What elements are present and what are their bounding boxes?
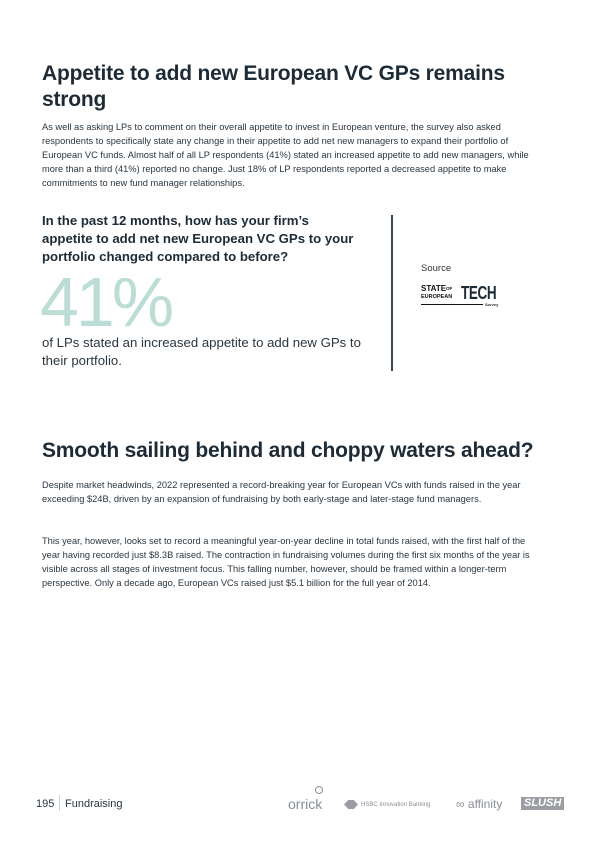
orrick-logo: orrick — [288, 796, 322, 812]
source-label: Source — [421, 263, 452, 274]
footer-section: Fundraising — [65, 798, 123, 810]
state-of-european-tech-logo: $STATE^{OF}$ EUROPEAN TECH Survey — [421, 283, 499, 307]
section-paragraph-1: Despite market headwinds, 2022 represented a record-breaking year for European VCs with funds raised in the year exceeding $24B, driven by an expansion of fundraising by both early-stage and later-stage fund managers. — [42, 480, 521, 504]
page-number: 195 — [36, 798, 55, 810]
section-body-appetite: As well as asking LPs to comment on their overall appetite to invest in European venture, the survey also asked respondents to specifically state any change in their appetite to add net new managers to expand their portfolio of European VC funds. Almost half of all LP respondents (41%) stated an increased appetite to add new managers, while more than a third (41%) reported no change. Just 18% of LP respondents reported a decreased appetite to make commitments to new fund manager relationships. — [42, 122, 529, 188]
footer-divider — [59, 795, 60, 811]
callout-stat-text: of LPs stated an increased appetite to add new GPs to their portfolio. — [42, 335, 361, 368]
section-paragraph-2: This year, however, looks set to record a meaningful year-on-year decline in total funds raised, with the first half of the year having recorded just $8.3B raised. The contraction in fundraising volumes during the first six months of the year is visible across all stages of investment focus. This falling number, however, should be framed within a longer-term perspective. Only a decade ago, European VCs raised just $5.1 billion for the full year of 2014. — [42, 536, 530, 588]
section-title-appetite: Appetite to add new European VC GPs remains strong — [42, 62, 505, 111]
callout-stat-value: 41% — [40, 263, 172, 341]
hsbc-logo: HSBC Innovation Banking — [344, 800, 430, 809]
slush-logo: SLUSH — [521, 797, 564, 810]
callout-question: In the past 12 months, how has your firm’s appetite to add net new European VC GPs to your portfolio changed compared to before? — [42, 213, 354, 264]
section-title-smooth-sailing: Smooth sailing behind and choppy waters ahead? — [42, 439, 534, 462]
affinity-logo: ∞ affinity — [456, 797, 503, 811]
callout-divider — [391, 215, 393, 371]
